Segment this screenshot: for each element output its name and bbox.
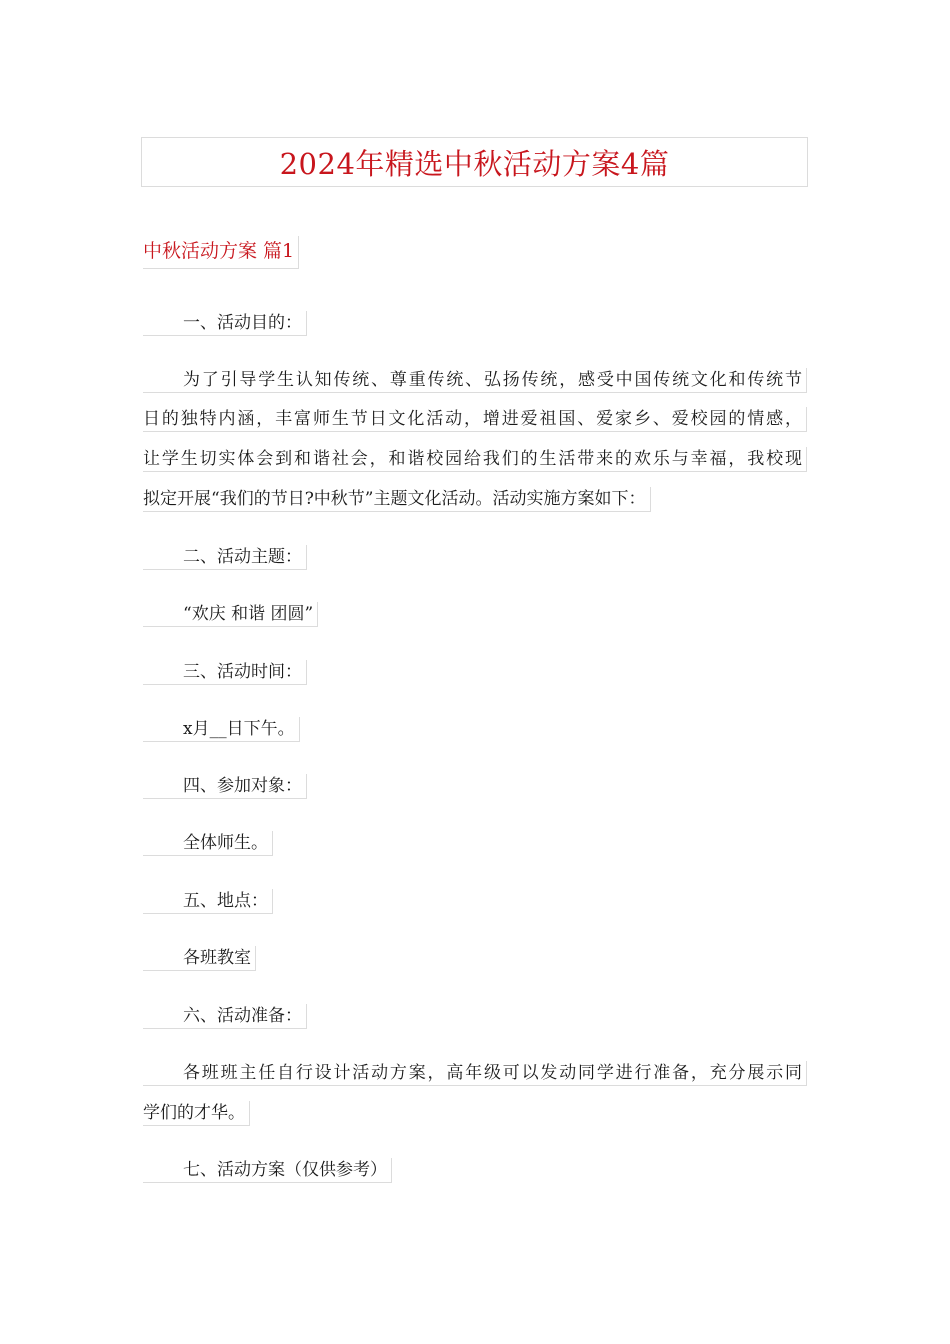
preparation-text: 各班班主任自行设计活动方案，高年级可以发动同学进行准备，充分展示同 — [143, 1061, 807, 1086]
paragraph-line: 为了引导学生认知传统、尊重传统、弘扬传统，感受中国传统文化和传统节 — [143, 368, 807, 393]
time-text: x月__日下午。 — [143, 717, 300, 742]
participants-text: 全体师生。 — [143, 831, 273, 856]
heading-theme: 二、活动主题： — [143, 545, 307, 570]
section-heading: 中秋活动方案 篇1 — [143, 236, 299, 269]
preparation-text: 学们的才华。 — [143, 1101, 250, 1126]
document-title: 2024年精选中秋活动方案4篇 — [279, 146, 670, 181]
heading-location: 五、地点： — [143, 889, 273, 914]
paragraph-line: 让学生切实体会到和谐社会，和谐校园给我们的生活带来的欢乐与幸福，我校现 — [143, 447, 807, 472]
location-text: 各班教室 — [143, 946, 256, 971]
paragraph-line: 日的独特内涵，丰富师生节日文化活动，增进爱祖国、爱家乡、爱校园的情感， — [143, 407, 807, 432]
heading-participants: 四、参加对象： — [143, 774, 307, 799]
heading-purpose: 一、活动目的： — [143, 311, 307, 336]
title-box — [141, 137, 808, 187]
paragraph-line: 拟定开展“我们的节日?中秋节”主题文化活动。活动实施方案如下： — [143, 487, 651, 512]
heading-plan: 七、活动方案（仅供参考） — [143, 1158, 392, 1183]
theme-text: “欢庆 和谐 团圆” — [143, 602, 318, 627]
heading-preparation: 六、活动准备： — [143, 1004, 307, 1029]
heading-time: 三、活动时间： — [143, 660, 307, 685]
